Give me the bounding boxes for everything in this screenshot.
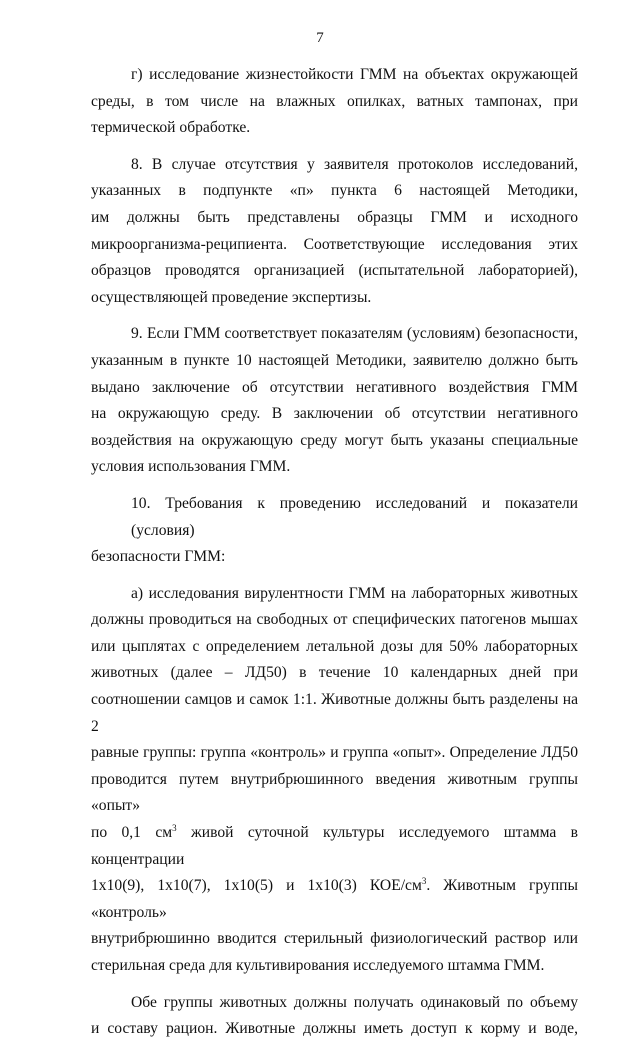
text-line: микроорганизма-реципиента. Соответствующие исследования этих: [91, 235, 578, 253]
text-segment: 1х10(9), 1х10(7), 1х10(5) и 1х10(3) КОЕ/см: [91, 877, 422, 895]
paragraph-item-g: [91, 62, 578, 142]
paragraph-item-9: [91, 321, 578, 481]
text-line: среды, в том числе на влажных опилках, ватных тампонах, при: [91, 92, 578, 110]
text-line: 8. В случае отсутствия у заявителя протоколов исследований,: [131, 155, 578, 173]
text-line: внутрибрюшинно вводится стерильный физиологический раствор или: [91, 930, 578, 948]
text-line: выдано заключение об отсутствии негативного воздействия ГММ: [91, 378, 578, 396]
text-line: им должны быть представлены образцы ГММ и исходного: [91, 208, 578, 226]
text-line: на окружающую среду. В заключении об отсутствии негативного: [91, 405, 578, 423]
paragraph-feeding: [91, 990, 578, 1043]
text-line: воздействия на окружающую среду могут быть указаны специальные: [91, 431, 578, 449]
page-number: 7: [316, 30, 324, 46]
text-line: Обе группы животных должны получать одинаковый по объему: [131, 993, 578, 1011]
text-segment: по 0,1 см: [91, 824, 173, 842]
paragraph-item-10: [91, 491, 578, 571]
document-body: [91, 62, 578, 1043]
superscript: 3: [421, 876, 427, 887]
text-line: животных (далее – ЛД50) в течение 10 календарных дней при: [91, 664, 578, 682]
text-line: проводится путем внутрибрюшинного введения животным группы «опыт»: [91, 770, 578, 815]
text-line: условия использования ГММ.: [91, 458, 291, 476]
text-segment: живой суточной культуры исследуемого штамма в концентрации: [91, 824, 578, 868]
text-line: 9. Если ГММ соответствует показателям (условиям) безопасности,: [131, 325, 578, 343]
text-line: осуществляющей проведение экспертизы.: [91, 288, 372, 306]
text-line: образцов проводятся организацией (испытательной лабораторией),: [91, 262, 578, 280]
text-line-with-superscript: [91, 873, 578, 926]
paragraph-item-10a: [91, 581, 578, 980]
text-line: или цыплятах с определением летальной дозы для 50% лабораторных: [91, 637, 578, 655]
text-line: указанным в пункте 10 настоящей Методики, заявителю должно быть: [91, 351, 578, 369]
text-line: указанных в подпункте «п» пункта 6 настоящей Методики,: [91, 182, 578, 200]
text-line: а) исследования вирулентности ГММ на лабораторных животных: [131, 584, 578, 602]
text-line: должны проводиться на свободных от специфических патогенов мышах: [91, 611, 578, 629]
text-line: равные группы: группа «контроль» и группа «опыт». Определение ЛД50: [91, 744, 578, 762]
text-line: термической обработке.: [91, 119, 251, 137]
text-line: соотношении самцов и самок 1:1. Животные должны быть разделены на 2: [91, 691, 578, 735]
text-line: стерильная среда для культивирования исследуемого штамма ГММ.: [91, 957, 545, 974]
text-line: безопасности ГММ:: [91, 548, 226, 566]
text-line: г) исследование жизнестойкости ГММ на объектах окружающей: [131, 66, 578, 83]
text-line-with-superscript: [91, 820, 578, 873]
text-line: 10. Требования к проведению исследований и показатели (условия): [131, 494, 578, 539]
paragraph-item-8: [91, 152, 578, 312]
text-line: и составу рацион. Животные должны иметь доступ к корму и воде,: [91, 1020, 578, 1038]
text-segment: . Животным группы «контроль»: [91, 877, 578, 921]
superscript: 3: [172, 822, 177, 833]
